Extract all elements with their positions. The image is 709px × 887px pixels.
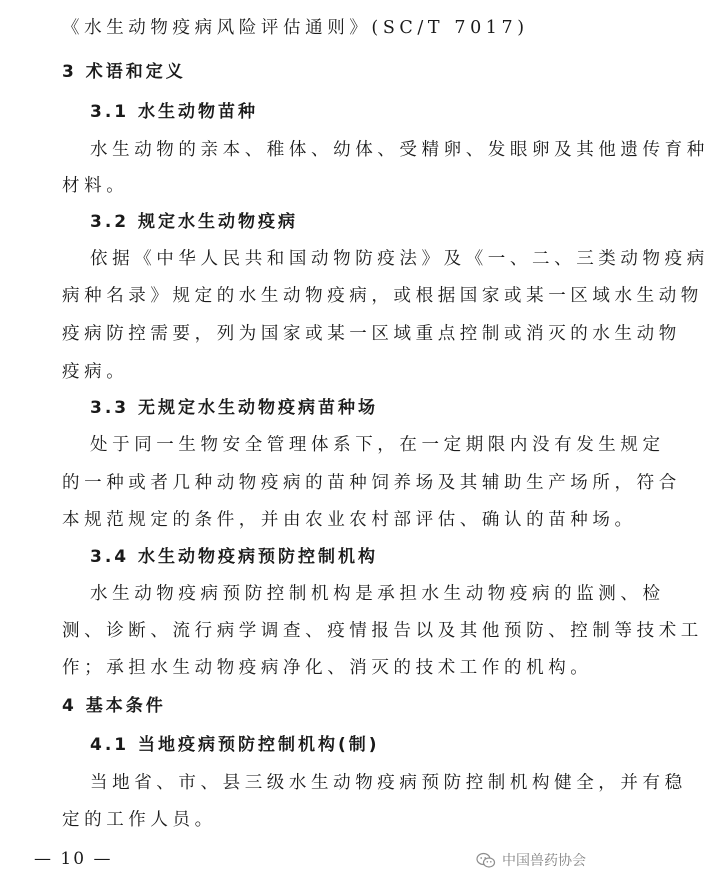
paragraph-3-3-line-1: 处于同一生物安全管理体系下，在一定期限内没有发生规定 <box>90 435 665 455</box>
subheading-3-3: 3.3 无规定水生动物疫病苗种场 <box>90 398 379 418</box>
paragraph-3-3-line-3: 本规范规定的条件，并由农业农村部评估、确认的苗种场。 <box>62 510 637 530</box>
paragraph-3-4-line-3: 作；承担水生动物疫病净化、消灭的技术工作的机构。 <box>62 658 593 678</box>
paragraph-3-2-line-1: 依据《中华人民共和国动物防疫法》及《一、二、三类动物疫病 <box>90 249 709 269</box>
paragraph-4-1-line-2: 定的工作人员。 <box>62 810 217 830</box>
subheading-3-4: 3.4 水生动物疫病预防控制机构 <box>90 547 379 567</box>
subheading-3-1: 3.1 水生动物苗种 <box>90 102 259 122</box>
paragraph-3-3-line-2: 的一种或者几种动物疫病的苗种饲养场及其辅助生产场所，符合 <box>62 473 681 493</box>
paragraph-3-4-line-1: 水生动物疫病预防控制机构是承担水生动物疫病的监测、检 <box>90 584 665 604</box>
wechat-icon <box>476 852 496 869</box>
paragraph-3-1-line-2: 材料。 <box>62 176 129 196</box>
paragraph-3-4-line-2: 测、诊断、流行病学调查、疫情报告以及其他预防、控制等技术工 <box>62 621 703 641</box>
paragraph-3-1-line-1: 水生动物的亲本、稚体、幼体、受精卵、发眼卵及其他遗传育种 <box>90 140 709 160</box>
paragraph-3-2-line-4: 疫病。 <box>62 362 129 382</box>
paragraph-3-2-line-2: 病种名录》规定的水生动物疫病，或根据国家或某一区域水生动物 <box>62 286 703 306</box>
section-heading-4: 4 基本条件 <box>62 696 166 716</box>
paragraph-4-1-line-1: 当地省、市、县三级水生动物疫病预防控制机构健全，并有稳 <box>90 773 687 793</box>
section-heading-3: 3 术语和定义 <box>62 62 186 82</box>
paragraph-3-2-line-3: 疫病防控需要，列为国家或某一区域重点控制或消灭的水生动物 <box>62 324 681 344</box>
watermark <box>476 850 586 870</box>
page-number: — 10 — <box>34 849 113 869</box>
watermark-text: 中国兽药协会 <box>502 853 586 869</box>
subheading-3-2: 3.2 规定水生动物疫病 <box>90 212 299 232</box>
subheading-4-1: 4.1 当地疫病预防控制机构(制) <box>90 735 380 755</box>
reference-line: 《水生动物疫病风险评估通则》(SC/T 7017) <box>62 18 529 38</box>
